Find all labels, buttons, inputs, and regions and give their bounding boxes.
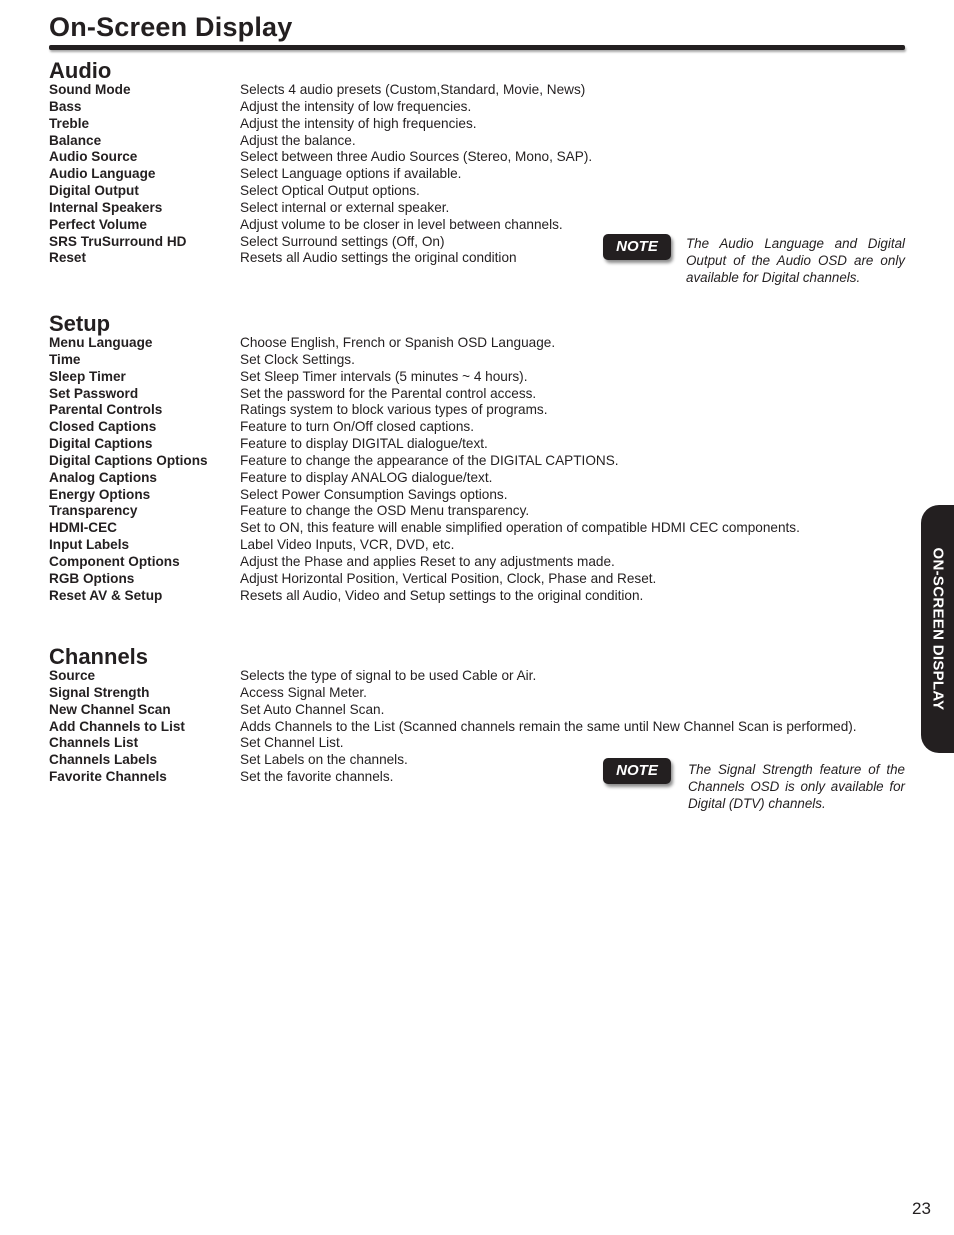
setup-term: Set Password [49,385,139,401]
channels-term: Add Channels to List [49,718,185,734]
audio-term: Reset [49,250,87,266]
setup-term: Transparency [49,503,138,519]
setup-term: RGB Options [49,570,135,586]
setup-desc: Label Video Inputs, VCR, DVD, etc. [240,537,455,553]
setup-desc: Resets all Audio, Video and Setup settings to the original condition. [240,587,644,603]
audio-term: Sound Mode [49,82,131,97]
channels-desc: Set the favorite channels. [240,769,394,785]
setup-desc: Choose English, French or Spanish OSD Language. [240,335,556,350]
side-tab [921,505,954,753]
setup-desc: Feature to change the appearance of the DIGITAL CAPTIONS. [240,452,619,468]
audio-term: SRS TruSurround HD [49,233,187,249]
setup-term: HDMI-CEC [49,520,117,536]
channels-desc: Set Labels on the channels. [240,752,408,768]
channels-term: Favorite Channels [49,769,167,785]
audio-term: Treble [49,115,90,131]
setup-section-title: Setup [49,311,111,336]
side-tab-label: ON-SCREEN DISPLAY [929,547,946,711]
channels-desc: Access Signal Meter. [240,684,367,700]
setup-term: Time [49,351,81,367]
setup-term: Parental Controls [49,402,163,418]
setup-desc: Adjust Horizontal Position, Vertical Position, Clock, Phase and Reset. [240,570,657,586]
setup-desc: Set the password for the Parental control access. [240,385,537,401]
channels-desc: Set Auto Channel Scan. [240,701,385,717]
setup-term: Reset AV & Setup [49,587,163,603]
audio-term: Balance [49,132,102,148]
audio-desc: Select between three Audio Sources (Stereo, Mono, SAP). [240,149,593,165]
audio-note-badge: NOTE [603,234,671,260]
setup-desc: Feature to change the OSD Menu transparency. [240,503,530,519]
setup-term: Input Labels [49,537,130,553]
setup-term: Digital Captions [49,436,153,452]
setup-desc: Set Sleep Timer intervals (5 minutes ~ 4 hours). [240,368,528,384]
audio-desc: Adjust volume to be closer in level between channels. [240,216,563,232]
setup-desc: Ratings system to block various types of programs. [240,402,548,418]
audio-desc: Selects 4 audio presets (Custom,Standard, Movie, News) [240,82,586,97]
setup-desc: Feature to display DIGITAL dialogue/text. [240,436,488,452]
audio-term: Perfect Volume [49,216,147,232]
audio-desc: Select internal or external speaker. [240,199,450,215]
page-number: 23 [912,1199,931,1218]
setup-term: Energy Options [49,486,151,502]
setup-term: Analog Captions [49,469,157,485]
setup-term: Component Options [49,553,180,569]
audio-term: Audio Source [49,149,138,165]
channels-desc: Adds Channels to the List (Scanned channels remain the same until New Channel Scan is performed). [240,718,857,734]
audio-desc: Select Surround settings (Off, On) [240,233,445,249]
page-title: On-Screen Display [49,12,293,42]
setup-term: Closed Captions [49,419,157,435]
setup-desc: Feature to display ANALOG dialogue/text. [240,469,493,485]
audio-desc: Select Language options if available. [240,166,462,182]
channels-note-text: The Signal Strength feature of the Channels OSD is only available for Digital (DTV) channels. [688,762,905,811]
setup-desc: Select Power Consumption Savings options. [240,486,508,502]
setup-term: Digital Captions Options [49,452,208,468]
setup-desc: Adjust the Phase and applies Reset to any adjustments made. [240,553,615,569]
audio-note-text: The Audio Language and Digital Output of the Audio OSD are only available for Digital channels. [686,236,905,285]
audio-desc: Adjust the intensity of low frequencies. [240,98,472,114]
channels-term: New Channel Scan [49,701,171,717]
channels-term: Source [49,668,96,683]
audio-term: Internal Speakers [49,199,163,215]
channels-desc: Selects the type of signal to be used Cable or Air. [240,668,537,683]
audio-desc: Select Optical Output options. [240,183,420,199]
setup-desc: Set Clock Settings. [240,351,355,367]
channels-note-badge: NOTE [603,758,671,784]
audio-term: Bass [49,98,82,114]
audio-term: Digital Output [49,183,139,199]
channels-term: Signal Strength [49,684,150,700]
setup-term: Sleep Timer [49,368,126,384]
audio-desc: Resets all Audio settings the original condition [240,250,517,266]
setup-desc: Feature to turn On/Off closed captions. [240,419,474,435]
channels-term: Channels Labels [49,752,158,768]
channels-term: Channels List [49,735,139,751]
channels-desc: Set Channel List. [240,735,344,751]
setup-desc: Set to ON, this feature will enable simplified operation of compatible HDMI CEC components. [240,520,800,536]
title-rule [49,45,905,50]
audio-desc: Adjust the intensity of high frequencies. [240,115,477,131]
setup-term: Menu Language [49,335,153,350]
audio-term: Audio Language [49,166,156,182]
audio-section-title: Audio [49,58,112,83]
channels-section-title: Channels [49,644,149,669]
audio-desc: Adjust the balance. [240,132,356,148]
